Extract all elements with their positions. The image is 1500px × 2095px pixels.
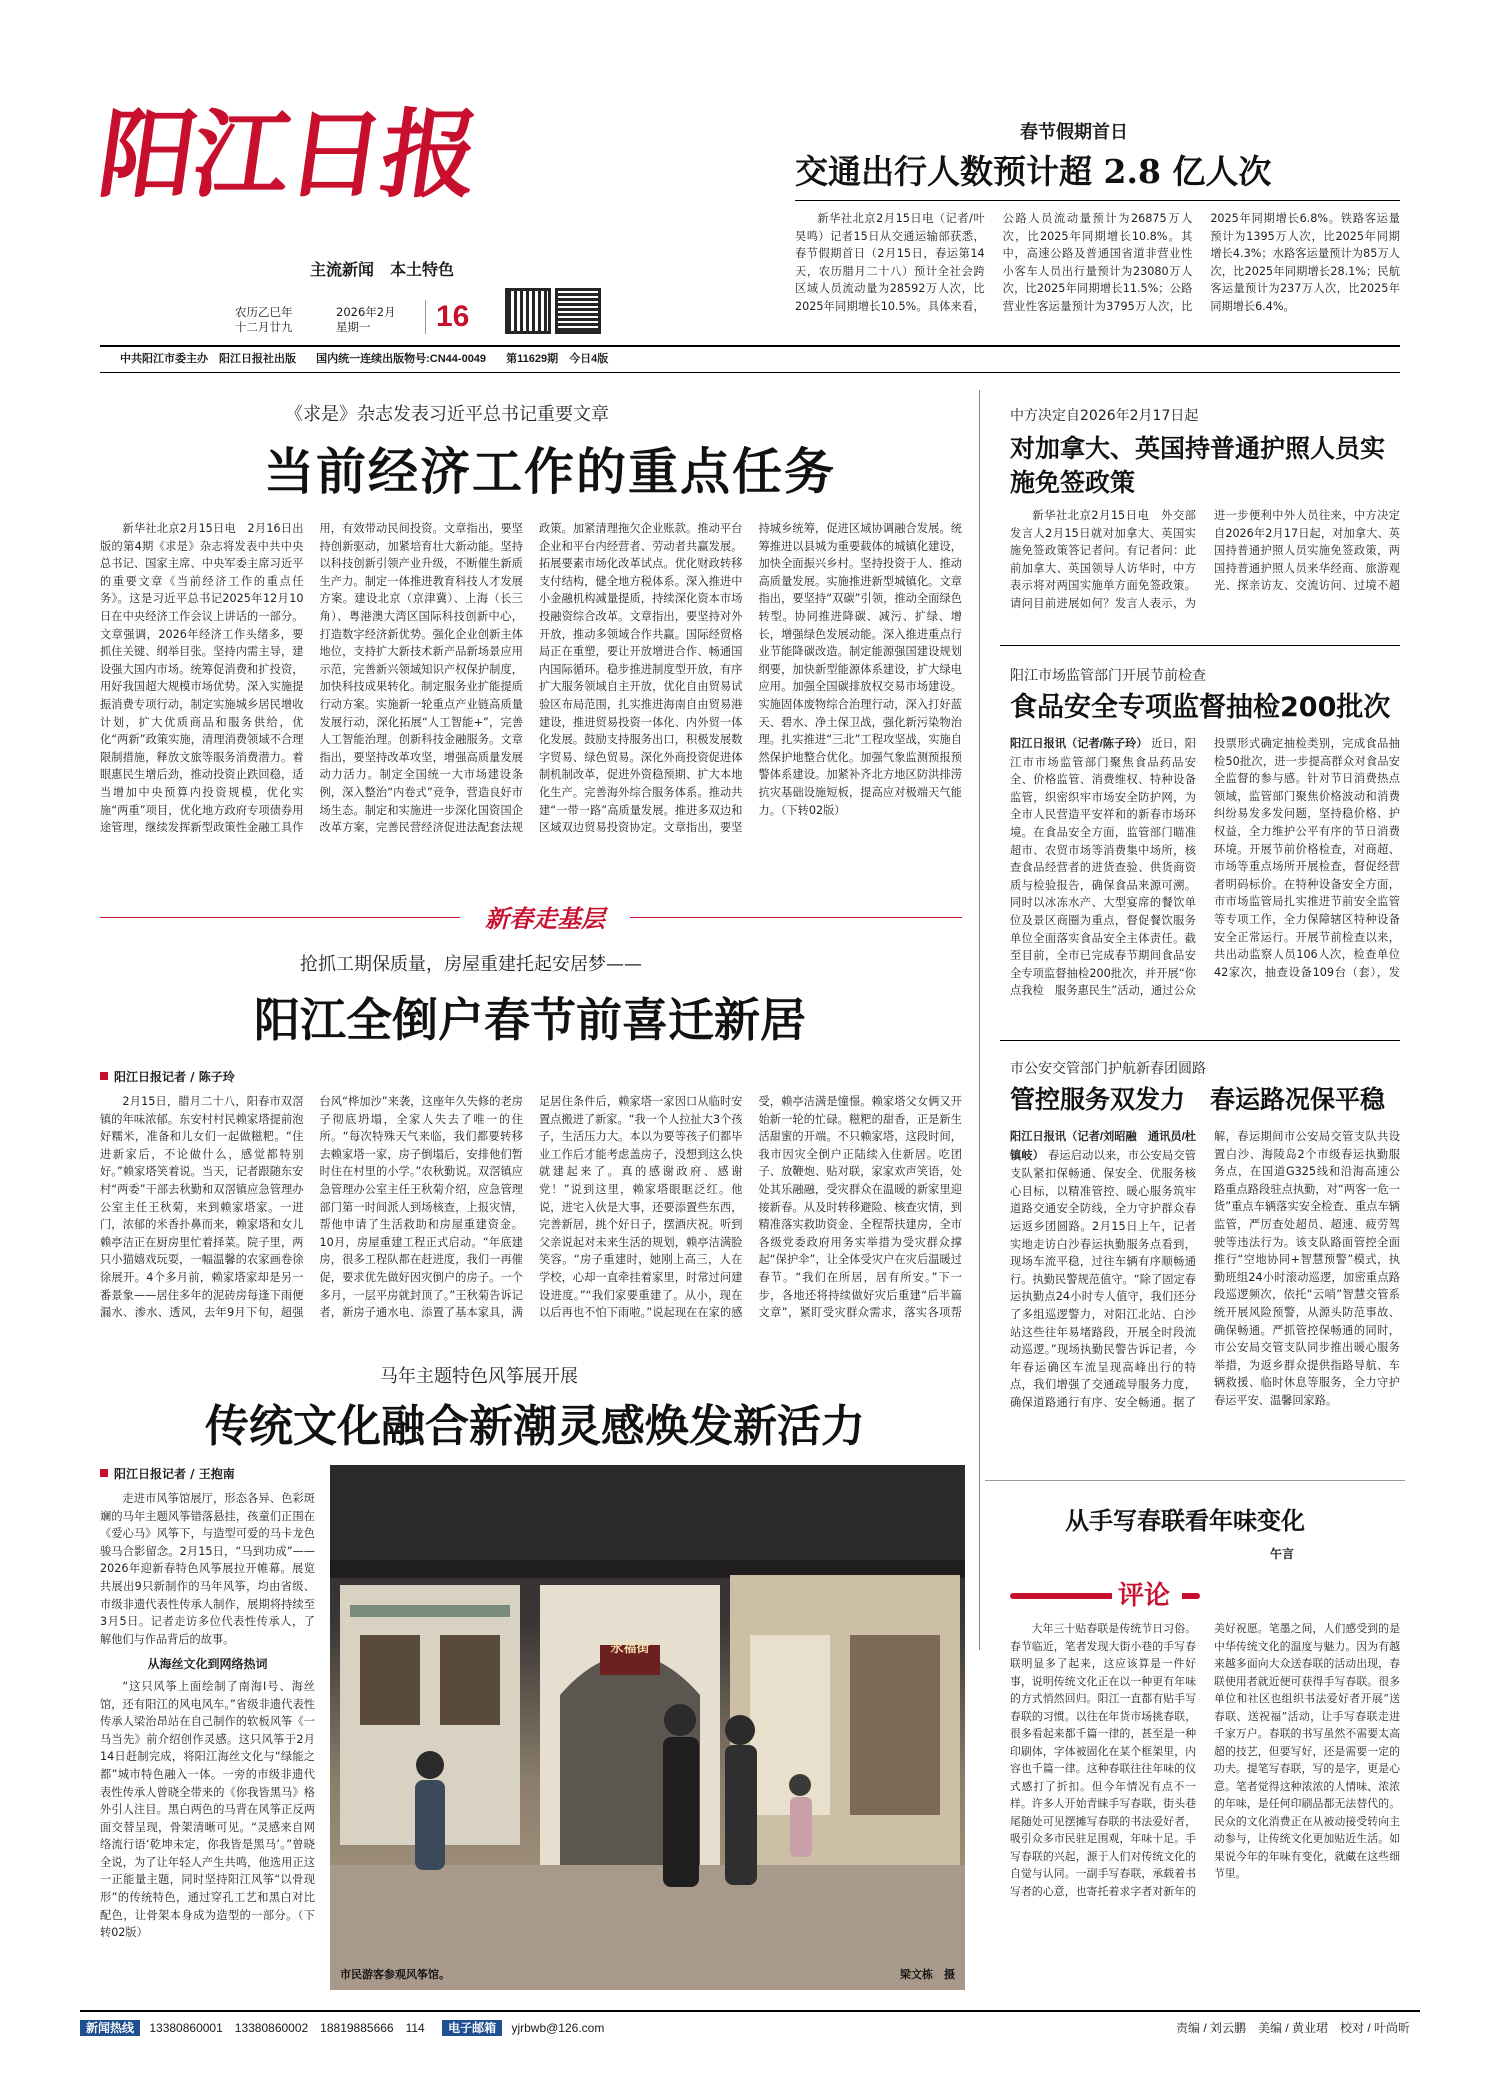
traffic-headline: 管控服务双发力 春运路况保平稳 [1010,1085,1386,1114]
qr-code-icon[interactable] [555,288,601,334]
spring-badge [460,900,630,938]
editors-credit: 责编 / 刘云鹏 美编 / 黄业珺 校对 / 叶尚昕 [1175,2021,1410,2035]
kite-subhead: 从海丝文化到网络热词 [147,1657,268,1672]
food-kicker: 阳江市场监管部门开展节前检查 [1010,668,1206,684]
commentary-label: 评论 [1112,1575,1182,1612]
spring-headline: 阳江全倒户春节前喜迁新居 [254,993,806,1047]
masthead-rule-bottom [100,372,1400,373]
traffic-body: 春运启动以来，市公安局交管支队紧扣保畅通、保安全、优服务核心目标，以精准管控、暖心服务筑牢道路交通安全防线，全力守护群众春运返乡团圆路。2月15日上午，记者实地走访白沙春运执勤服务点看到，现场车流平稳，过往车辆有序顺畅通行。执勤民警规范值守。“除了固定春运执勤点24小时专人值守，我们还分了多组巡逻警力，对阳江北站、白沙站这些往年易堵路段，开展全时段流动巡逻。”现场执勤民警告诉记者，今年春运确区车流呈现高峰出行的特点，我们增强了交通疏导服务力度，确保道路通行有序、安全畅通。据了解，春运期间市公安局交管支队共设置白沙、海陵岛2个市级春运执勤服务点，在国道G325线和沿海高速公路重点路段驻点执勤，对“两客一危一货”重点车辆落实安全检查、重点车辆监管，严厉查处超员、超速、疲劳驾驶等违法行为。该支队路面管控全面推行“空地协同+智慧预警”模式，执勤班组24小时滚动巡逻，加密重点路段巡逻频次，依托“云哨”智慧交管系统开展风险预警，从源头防范事故、确保畅通。严抓管控保畅通的同时，市公安局交管支队同步推出暖心服务举措，为返乡群众提供指路导航、车辆救援、临时休息等服务，全力守护春运平安、温馨回家路。 [1010,1130,1400,1409]
traffic-article [1010,1128,1400,1466]
spring-kicker: 抢抓工期保质量，房屋重建托起安居梦—— [300,954,642,975]
arch-sign: 永福街 [610,1641,650,1656]
footer-bar [80,2018,1410,2042]
passport-kicker: 中方决定自2026年2月17日起 [1010,408,1199,424]
spring-body: 2月15日，腊月二十八，阳春市双滘镇的年味浓郁。东安村村民赖家塔提前泡好糯米，准备和儿女们一起做糍粑。“住进新家后，不论做什么，感觉都特别好。”赖家塔笑着说。当天，记者跟随东安村“两委”干部去秋勤和双滘镇应急管理办公室主任王秋菊，来到赖家塔家。一进门，浓郁的米香扑鼻而来，赖家塔和女儿赖亭洁正在厨房里忙着择菜。院子里，两只小猫嬉戏玩耍，一幅温馨的农家画卷徐徐展开。4个多月前，赖家塔家却是另一番景象——居住多年的泥砖房每逢下雨便漏水、渗水、透风，去年9月下旬，超强台风“桦加沙”来袭，这座年久失修的老房子彻底坍塌，全家人失去了唯一的住所。“每次特殊天气来临，我们都要转移去赖家塔一家，房子倒塌后，安排他们暂时住在村里的小学。”农秋勤说。双滘镇应急管理办公室主任王秋菊介绍，应急管理部门第一时间派人到场核查，上报灾情，帮他申请了生活救助和房屋重建资金。10月，房屋重建工程正式启动。“年底建房，很多工程队都在赶进度，我们一再催促，要求优先做好因灾倒户的房子。一个多月，一层平房就封顶了。”王秋菊告诉记者，新房子通水电、添置了基本家具，满足居住条件后，赖家塔一家因口从临时安置点搬进了新家。“我一个人拉扯大3个孩子，生活压力大。本以为要等孩子们都毕业工作后才能考虑盖房子，没想到这么快就建起来了。真的感谢政府、感谢党！”说到这里，赖家塔眼眶泛红。他说，进宅入伙是大事，还要添置些东西，完善新居，挑个好日子，摆酒庆祝。听到父亲说起对未来生活的规划，赖亭洁满脸笑容。“房子重建时，她刚上高三，人在学校，心却一直牵挂着家里，时常过问建设进度。”“我们家要重建了。从小，现在以后再也不怕下雨啦。”说起现在在家的感受，赖亭洁满是憧憬。赖家塔父女俩又开始新一轮的忙碌。糍粑的甜香，正是新生活甜蜜的开端。不只赖家塔，这段时间，我市因灾全倒户正陆续入住新居。吃团子、放鞭炮、贴对联，家家欢声笑语，处处其乐融融，受灾群众在温暖的新家里迎接新春。从及时转移避险、核查灾情，到精准落实救助资金、全程帮扶建房，全市各级党委政府用务实举措为受灾群众撑起“保护伞”，让全体受灾户在灾后温暖过春节。“我们在所居，居有所安。”下一步，各地还将持续做好灾后重建“后半篇文章”，紧盯受灾群众需求，落实各项帮 [100,1095,962,1320]
footer-rule [80,2010,1420,2012]
kite-kicker: 马年主题特色风筝展开展 [380,1366,578,1387]
email-address[interactable]: yjrbwb@126.com [511,2021,605,2035]
essay-author: 午言 [1270,1547,1295,1561]
traffic-byline: 阳江日报讯（记者/刘昭融 通讯员/杜镇岐） [1010,1131,1196,1162]
essay-body: 大年三十贴春联是传统节日习俗。春节临近，笔者发现大街小巷的手写春联明显多了起来，这应该算是一件好事，说明传统文化正在以一种更有年味的方式悄然回归。阳江一直都有贴手写春联的习惯。以往在年货市场挑春联，很多看起来都千篇一律的，甚至是一种印刷体，字体被固化在某个框架里，内容也千篇一律。这种春联往往年味的仪式感打了折扣。但今年情况有点不一样。许多人开始青睐手写春联，街头巷尾随处可见摆摊写春联的书法爱好者，吸引众多市民驻足围观，年味十足。手写春联的兴起，源于人们对传统文化的自觉与认同。一副手写春联，承载着书写者的心意，也寄托着求字者对新年的美好祝愿。笔墨之间，人们感受到的是中华传统文化的温度与魅力。因为有越来越多面向大众送春联的活动出现，春联使用者就近便可获得手写春联。很多单位和社区也组织书法爱好者开展“送春联、送祝福”活动，让手写春联走进千家万户。春联的书写虽然不需要太高超的技艺，但要写好，还是需要一定的功夫。提笔写春联，写的是字，更是心意。笔者觉得这种浓浓的人情味、浓浓的年味，是任何印刷品都无法替代的。民众的文化消费正在从被动接受转向主动参与，让传统文化更加贴近生活。如果说今年的年味有变化，就藏在这些细节里。 [1010,1622,1400,1898]
lead-headline-rule [795,200,1400,201]
lead-body: 新华社北京2月15日电（记者/叶昊鸣）记者15日从交通运输部获悉，春节假期首日（2月15日，春运第14天，农历腊月二十八）预计全社会跨区域人员流动量为28592万人次，比2025年同期增长10.5%。具体来看，公路人员流动量预计为26875万人次，比2025年同期增长10.8%。其中，高速公路及普通国省道非营业性小客车人员出行量预计为23080万人次，比2025年同期增长11.5%；公路营业性客运量预计为3795万人次，比2025年同期增长6.8%。铁路客运量预计为1395万人次，比2025年同期增长4.3%；水路客运量预计为85万人次，比2025年同期增长28.1%；民航客运量预计为237万人次，比2025年同期增长6.4%。 [795,212,1400,313]
food-body: 近日，阳江市市场监管部门聚焦食品药品安全、价格监管、消费维权、特种设备监管，织密织牢市场安全防护网，为全市人民营造平安祥和的新春市场环境。在食品安全方面，监管部门瞄准超市、农贸市场等消费集中场所，核查食品经营者的进货查验、供货商资质与检验报告，确保食品来源可溯。同时以冰冻水产、大型宴席的餐饮单位及景区商圈为重点，督促餐饮服务单位全面落实食品安全主体责任。截至目前，全市已完成春节期间食品安全专项监督抽检200批次，并开展“你点我检 服务惠民生”活动，通过公众投票形式确定抽检类别，完成食品抽检50批次，进一步提高群众对食品安全监督的参与感。针对节日消费热点领域，监管部门聚焦价格波动和消费纠纷易发多发问题，坚持稳价格、护权益，全力维护公平有序的节日消费环境。开展节前价格检查，对商超、市场等重点场所开展检查，督促经营者明码标价。在特种设备安全方面，市市场监管局扎实推进节前安全监管等专项工作，全力保障辖区特种设备安全正常运行。开展节前检查以来，共出动监察人员106人次，检查单位42家次，抽查设备109台（套），发 [1010,737,1400,998]
commentary-tag [1010,1575,1210,1623]
qiushi-kicker: 《求是》杂志发表习近平总书记重要文章 [285,404,609,425]
section-rule [1000,1040,1400,1041]
email-label: 电子邮箱 [442,2020,502,2036]
passport-body: 新华社北京2月15日电 外交部发言人2月15日就对加拿大、英国实施免签政策答记者问。有记者问：此前加拿大、英国领导人访华时，中方表示将对两国实施单方面免签政策。请问目前进展如何？发言人表示，为进一步便利中外人员往来，中方决定自2026年2月17日起，对加拿大、英国持普通护照人员实施免签政策，两国持普通护照人员来华经商、旅游观光、探亲访友、交流访问、过境不超 [1010,509,1400,610]
qiushi-body: 新华社北京2月15日电 2月16日出版的第4期《求是》杂志将发表中共中央总书记、国家主席、中央军委主席习近平的重要文章《当前经济工作的重点任务》。这是习近平总书记2025年12月10日在中央经济工作会议上讲话的一部分。文章强调，2026年经济工作头绪多，要抓住关键、纲举目张。坚持内需主导，建设强大国内市场。统筹促消费和扩投资，用好我国超大规模市场优势。深入实施提振消费专项行动，制定实施城乡居民增收计划，扩大优质商品和服务供给，优化“两新”政策实施，清理消费领域不合理限制措施，释放文旅等服务消费潜力。着眼惠民生增后劲，推动投资止跌回稳，适当增加中央预算内投资规模，优化实施“两重”项目，优化地方政府专项债券用途管理，继续发挥新型政策性金融工具作用，有效带动民间投资。文章指出，要坚持创新驱动，加紧培育壮大新动能。坚持以科技创新引领产业升级，不断催生新质生产力。制定一体推进教育科技人才发展方案。建设北京（京津冀）、上海（长三角）、粤港澳大湾区国际科技创新中心，打造数字经济新优势。强化企业创新主体地位，支持扩大新技术新产品新场景应用示范，完善新兴领域知识产权保护制度，加快科技成果转化。制定服务业扩能提质行动方案。实施新一轮重点产业链高质量发展行动，深化拓展“人工智能+”，完善人工智能治理。创新科技金融服务。文章指出，要坚持改革攻坚，增强高质量发展动力活力。制定全国统一大市场建设条例，深入整治“内卷式”竞争，营造良好市场生态。制定和实施进一步深化国资国企改革方案，完善民营经济促进法配套法规政策。加紧清理拖欠企业账款。推动平台企业和平台内经营者、劳动者共赢发展。拓展要素市场化改革试点。优化财政转移支付结构，健全地方税体系。深入推进中小金融机构减量提质，持续深化资本市场投融资综合改革。文章指出，要坚持对外开放，推动多领域合作共赢。国际经贸格局正在重塑，要让开放增进合作、畅通国内国际循环。稳步推进制度型开放，有序扩大服务领域自主开放，优化自由贸易试验区布局范围，扎实推进海南自由贸易港建设，推进贸易投资一体化、内外贸一体化发展。鼓励支持服务出口，积极发展数字贸易、绿色贸易。深化外商投资促进体制机制改革，促进外资稳预期、扩大本地化生产。完善海外综合服务体系。推动共建“一带一路”高质量发展。推进多双边和区域双边贸易投资协定。文章指出，要坚持城乡统筹，促进区域协调融合发展。统筹推进以县城为重要载体的城镇化建设，加快全面振兴乡村。坚持投资于人、推动高质量发展。实施推进新型城镇化。文章指出，要坚持“双碳”引领，推动全面绿色转型。协同推进降碳、减污、扩绿、增长，增强绿色发展动能。深入推进重点行业节能降碳改造。制定能源强国建设规划纲要，加快新型能源体系建设，扩大绿电应用。加强全国碳排放权交易市场建设。实施固体废物综合治理行动，深入打好蓝天、碧水、净土保卫战，强化新污染物治理。扎实推进“三北”工程攻坚战，实施自然保护地整合优化。加强气象监测预报预警体系建设。加紧补齐北方地区防洪排涝抗灾基础设施短板，提高应对极端天气能力。（下转02版） [100,522,962,835]
food-article [1010,735,1400,1015]
photo-credit: 梁文栋 摄 [900,1968,955,1981]
lunar-date: 农历乙巳年 十二月廿九 [235,305,293,334]
kite-byline: 阳江日报记者 / 王抱南 [100,1465,235,1482]
traffic-kicker: 市公安交管部门护航新春团圆路 [1010,1061,1206,1077]
slogan: 主流新闻 本土特色 [310,260,455,279]
publication-info-bar [120,350,820,366]
kite-body-1: 走进市风筝馆展厅，形态各异、色彩斑斓的马年主题风筝错落悬挂，孩童们正围在《爱心马》风筝下，与造型可爱的马卡龙色骏马合影留念。2月15日，“马到功成”——2026年迎新春特色风筝展拉开帷幕。展览共展出9只新制作的马年风筝，均由省级、市级非遗代表性传承人制作，展期将持续至3月5日。记者走访多位代表性传承人，了解他们与作品背后的故事。 [100,1492,315,1646]
masthead [92,95,485,335]
photo-caption: 市民游客参观风筝馆。 [340,1968,450,1981]
section-rule [1000,645,1400,646]
food-headline: 食品安全专项监督抽检200批次 [1010,692,1391,723]
day-number: 16 [425,300,469,334]
lead-headline: 交通出行人数预计超 2.8 亿人次 [795,152,1272,191]
hotline-label: 新闻热线 [80,2020,140,2036]
newspaper-logo: 阳江日报 [92,98,485,211]
kite-article [100,1490,315,2000]
calendar-date: 2026年2月 星期一 [336,305,396,334]
kite-headline: 传统文化融合新潮灵感焕发新活力 [205,1401,865,1452]
photo-scene [330,1465,965,1990]
passport-headline: 对加拿大、英国持普通护照人员实施免签政策 [1010,434,1386,497]
publisher: 中共阳江市委主办 阳江日报社出版 [120,353,296,365]
qiushi-headline: 当前经济工作的重点任务 [264,442,836,501]
hotline-numbers: 13380860001 13380860002 18819885666 114 [149,2021,425,2035]
essay-divider [985,1480,1405,1481]
kite-body-2: “这只风筝上面绘制了南海Ⅰ号、海丝馆，还有阳江的风电风车。”省级非遗代表性传承人梁治昂站在自己制作的软板风筝《一马当先》前介绍创作灵感。这只风筝于2月14日赶制完成，将阳江海丝文化与“绿能之都”城市特色融入一体。一旁的市级非遗代表性传承人曾晓全带来的《你我皆黑马》格外引人注目。黑白两色的马背在风筝正反两面交替呈现，骨架清晰可见。“灵感来自网络流行语‘乾坤未定，你我皆是黑马’。”曾晓全说，为了让年轻人产生共鸣，他选用正这一正能量主题，同时坚持阳江风筝“以骨现形”的传统特色，通过穿孔工艺和黑白对比配色，让骨架本身成为造型的一部分。（下转02版） [100,1679,315,1940]
spring-badge-label: 新春走基层 [485,904,605,933]
column-divider [979,390,980,1650]
cn-number: 国内统一连续出版物号:CN44-0049 [316,353,487,365]
essay-headline: 从手写春联看年味变化 [1065,1507,1305,1535]
issue-number: 第11629期 今日4版 [506,353,609,365]
food-byline: 阳江日报讯（记者/陈子玲） [1010,738,1148,750]
kite-museum-photo [330,1465,965,1990]
qr-code-icon[interactable] [505,288,551,334]
masthead-rule [100,345,1400,347]
spring-byline: 阳江日报记者 / 陈子玲 [100,1068,235,1085]
lead-kicker: 春节假期首日 [1020,122,1128,143]
